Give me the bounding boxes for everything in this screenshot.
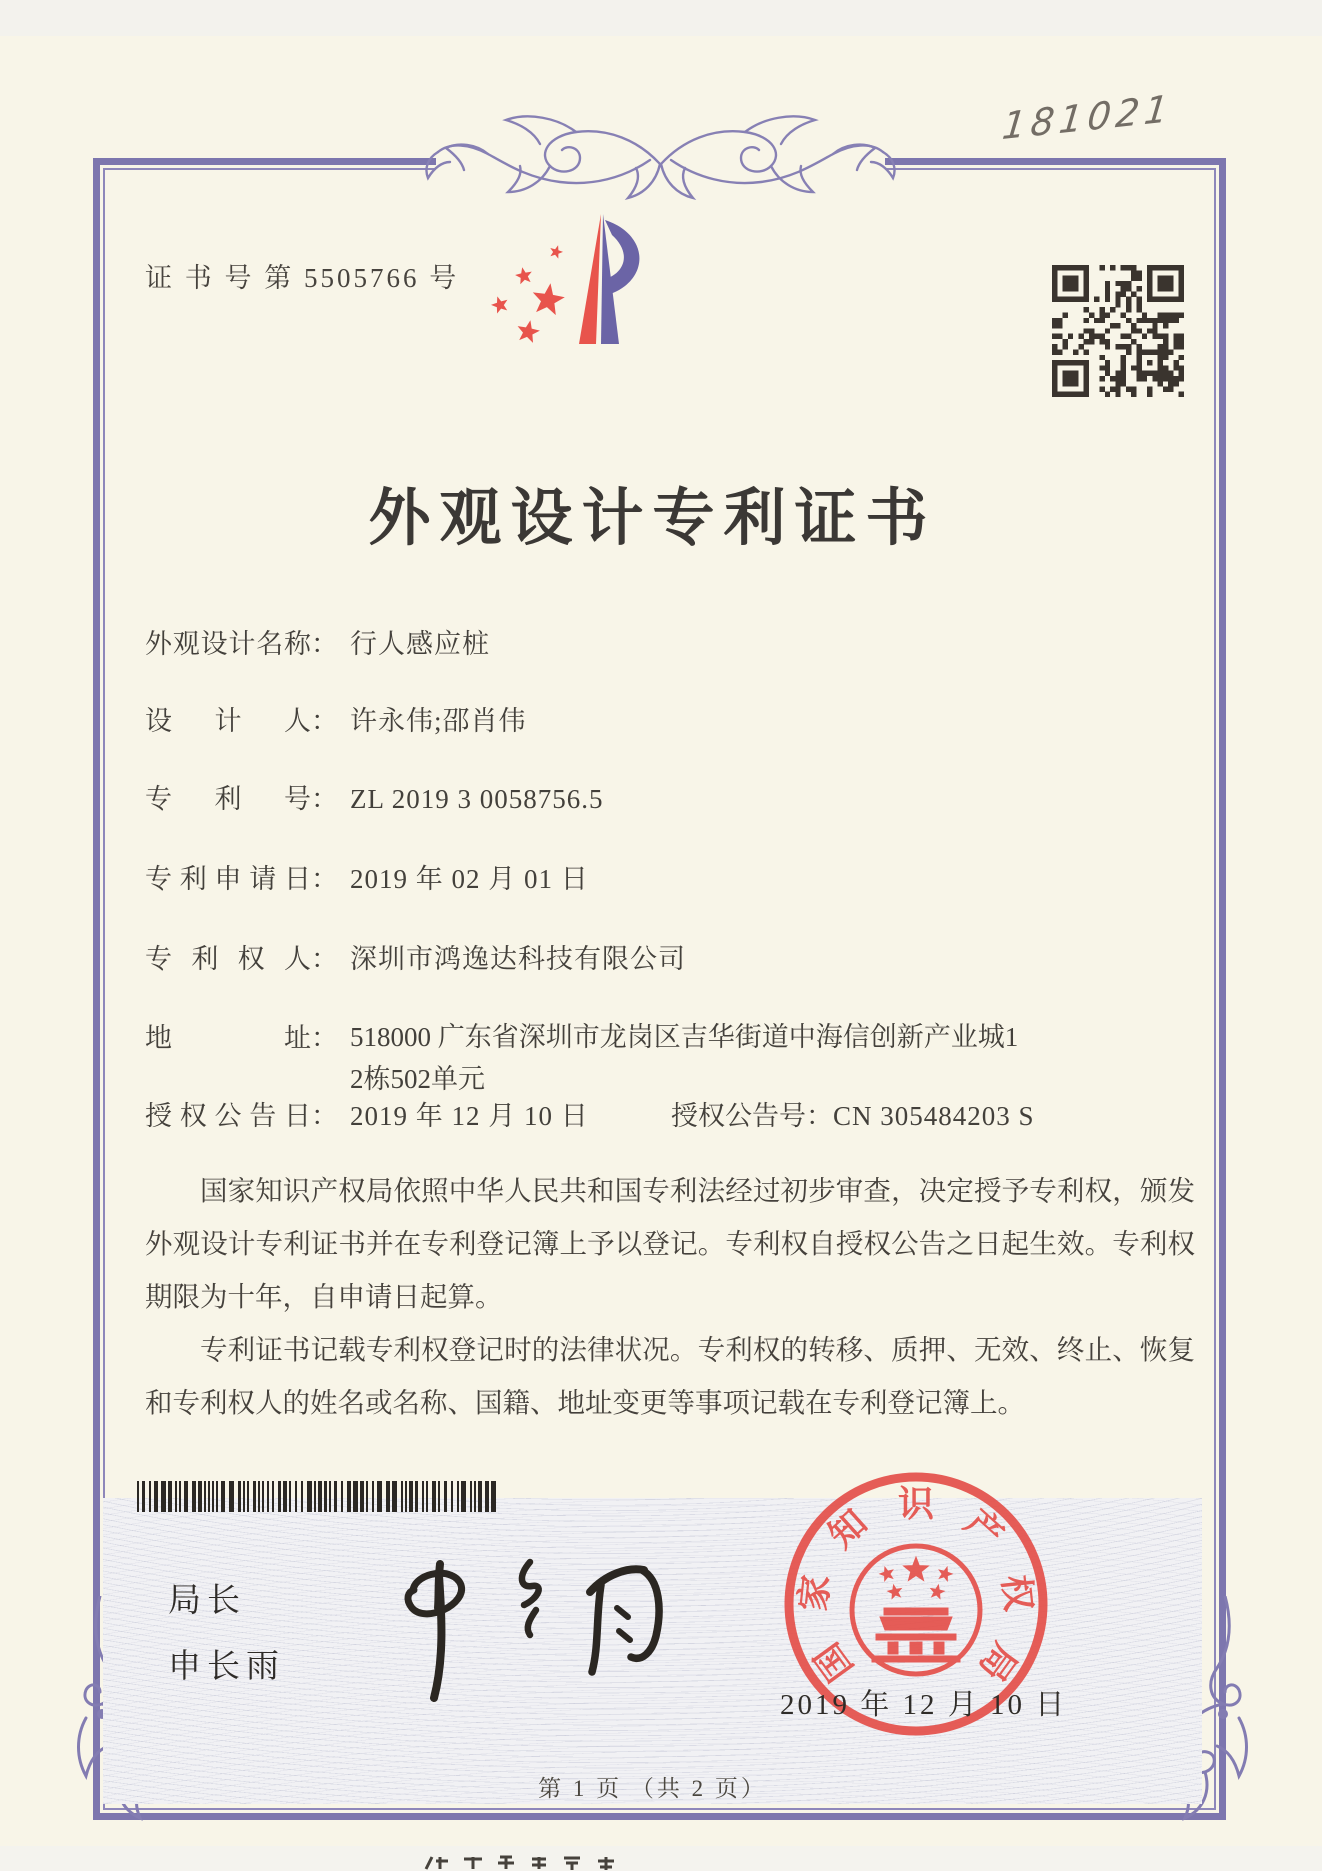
field-label: 设计人 (145, 706, 311, 736)
field-label: 授权公告号 (671, 1101, 806, 1131)
colon: ： (311, 1023, 338, 1053)
field-value: 深圳市鸿逸达科技有限公司 (350, 944, 686, 974)
seal-date: 2019 年 12 月 10 日 (780, 1689, 1068, 1721)
field-value: 行人感应桩 (350, 629, 490, 659)
seal-char: 国 (806, 1635, 861, 1689)
field-patentee (145, 937, 686, 976)
field-label: 专利号 (145, 784, 311, 814)
field-label: 外观设计名称 (145, 629, 311, 659)
cnipa-logo-icon (462, 208, 652, 353)
signatory-block (168, 1574, 285, 1706)
certificate-title: 外观设计专利证书 (368, 485, 937, 553)
colon: ： (311, 864, 338, 894)
colon: ： (311, 944, 338, 974)
legal-text-block (145, 1164, 1195, 1429)
scan-edge-top (0, 0, 1322, 36)
field-address (145, 1016, 1130, 1100)
field-patent-number (145, 777, 603, 816)
field-value: 许永伟;邵肖伟 (350, 706, 527, 736)
seal-char: 知 (820, 1501, 875, 1556)
colon: ： (311, 1101, 338, 1131)
address-line-2: 2栋502单元 (350, 1064, 485, 1094)
field-value: 2019 年 02 月 01 日 (350, 864, 589, 894)
signatory-name: 申长雨 (168, 1647, 285, 1684)
colon: ： (311, 629, 338, 659)
scan-edge-bottom (0, 1846, 1322, 1871)
colon: ： (311, 784, 338, 814)
field-value: ZL 2019 3 0058756.5 (350, 784, 604, 814)
seal-char: 局 (971, 1635, 1026, 1689)
seal-char: 识 (897, 1483, 935, 1524)
signatory-title: 局长 (168, 1581, 246, 1618)
field-grant-row (145, 1094, 1205, 1133)
top-flourish-ornament (388, 102, 933, 214)
page-edge-text-fragment (420, 1853, 630, 1871)
page-footer: 第 1 页 （共 2 页） (538, 1776, 767, 1801)
field-value: CN 305484203 S (833, 1101, 1035, 1131)
field-label: 地址 (145, 1023, 311, 1053)
seal-char: 权 (995, 1572, 1040, 1613)
field-label: 授权公告日 (145, 1101, 311, 1131)
colon: ： (806, 1101, 833, 1131)
handwritten-note: 181021 (1000, 86, 1176, 149)
field-value: 2019 年 12 月 10 日 (350, 1101, 589, 1131)
field-label: 专利申请日 (145, 864, 311, 894)
legal-paragraph-2: 专利证书记载专利权登记时的法律状况。专利权的转移、质押、无效、终止、恢复和专利权人的姓名或名称、国籍、地址变更等事项记载在专利登记簿上。 (145, 1334, 1195, 1418)
field-value (350, 1016, 1130, 1100)
commissioner-signature (368, 1538, 698, 1708)
seal-char: 家 (792, 1572, 837, 1613)
field-filing-date (145, 857, 589, 896)
certificate-number: 证 书 号 第 5505766 号 (145, 263, 460, 293)
field-design-name (145, 622, 490, 661)
barcode (137, 1481, 500, 1512)
field-designer (145, 699, 527, 738)
legal-paragraph-1: 国家知识产权局依照中华人民共和国专利法经过初步审查，决定授予专利权，颁发外观设计专利证书并在专利登记簿上予以登记。专利权自授权公告之日起生效。专利权期限为十年，自申请日起算。 (145, 1175, 1195, 1312)
colon: ： (311, 706, 338, 736)
seal-char: 产 (957, 1501, 1012, 1556)
qr-code (1052, 265, 1184, 397)
address-line-1: 518000 广东省深圳市龙岗区吉华街道中海信创新产业城1 (350, 1022, 1019, 1052)
field-label: 专利权人 (145, 944, 311, 974)
field-grant-number (671, 1094, 1035, 1133)
